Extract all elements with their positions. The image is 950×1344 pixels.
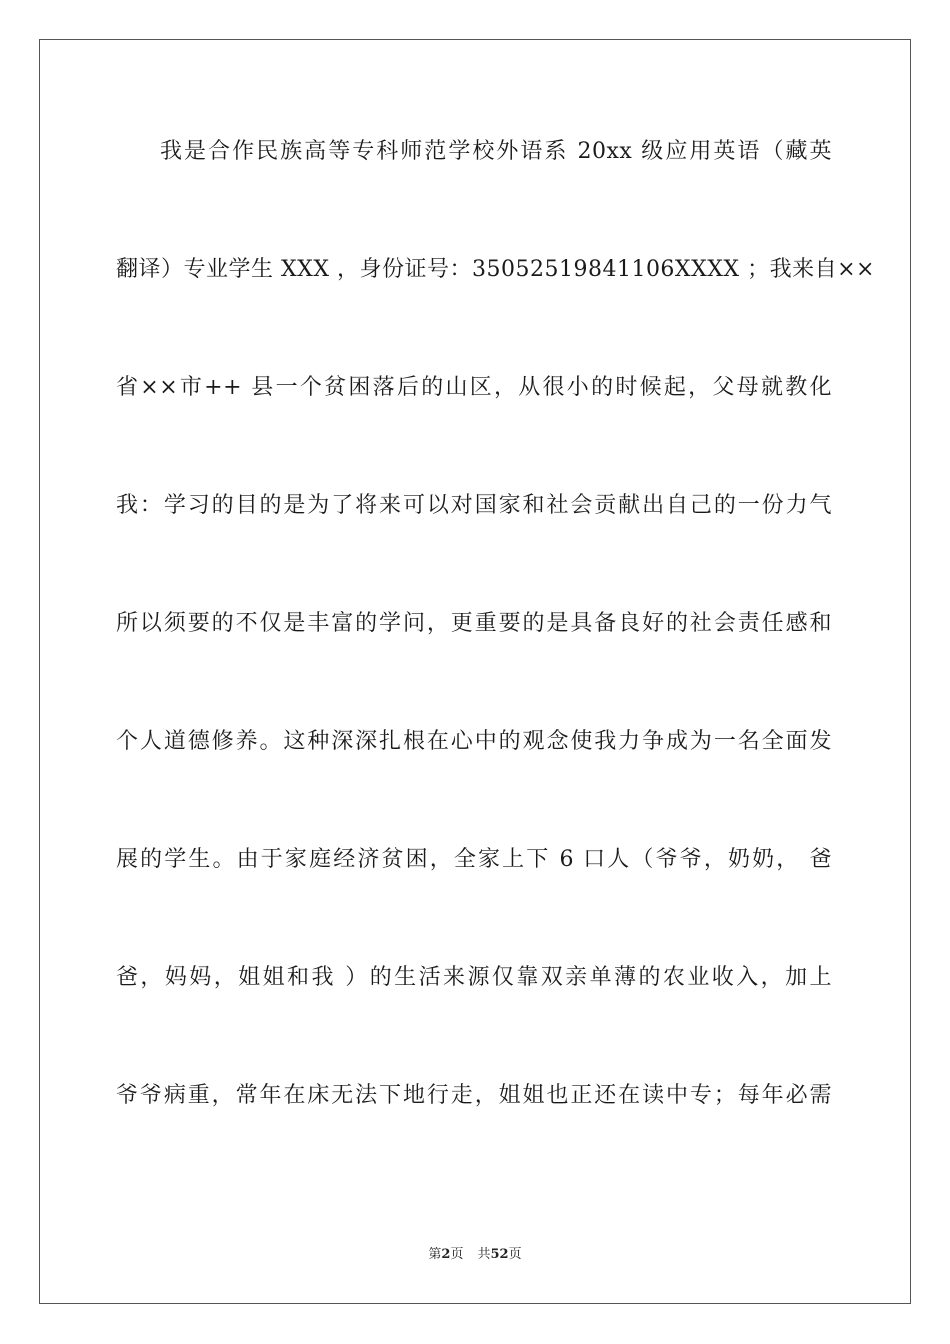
text-line: 我：学习的目的是为了将来可以对国家和社会贡献出自己的一份力气 <box>116 493 832 518</box>
text-line: 展的学生。由于家庭经济贫困，全家上下 6 口人（爷爷，奶奶， 爸 <box>116 847 832 872</box>
page-suffix: 页 <box>450 1247 464 1262</box>
text-line: 爷爷病重，常年在床无法下地行走，姐姐也正还在读中专；每年必需 <box>116 1083 832 1108</box>
total-suffix: 页 <box>508 1247 522 1262</box>
body-text <box>116 0 875 1344</box>
text-line: 爸，妈妈，姐姐和我 ）的生活来源仅靠双亲单薄的农业收入，加上 <box>116 965 832 990</box>
total-prefix: 共 <box>477 1247 491 1262</box>
page-footer <box>0 1246 950 1264</box>
text-line: 我是合作民族高等专科师范学校外语系 20xx 级应用英语（藏英 <box>160 139 832 164</box>
total-pages: 52 <box>490 1247 509 1262</box>
text-line: 省××市++ 县一个贫困落后的山区，从很小的时候起，父母就教化 <box>116 375 832 400</box>
text-line: 所以须要的不仅是丰富的学问，更重要的是具备良好的社会责任感和 <box>116 611 832 636</box>
page-number: 2 <box>441 1247 451 1262</box>
text-line: 个人道德修养。这种深深扎根在心中的观念使我力争成为一名全面发 <box>116 729 832 754</box>
text-line: 翻译）专业学生 XXX ，身份证号：35052519841106XXXX ；我来自×× <box>116 257 875 282</box>
page-prefix: 第 <box>428 1247 442 1262</box>
